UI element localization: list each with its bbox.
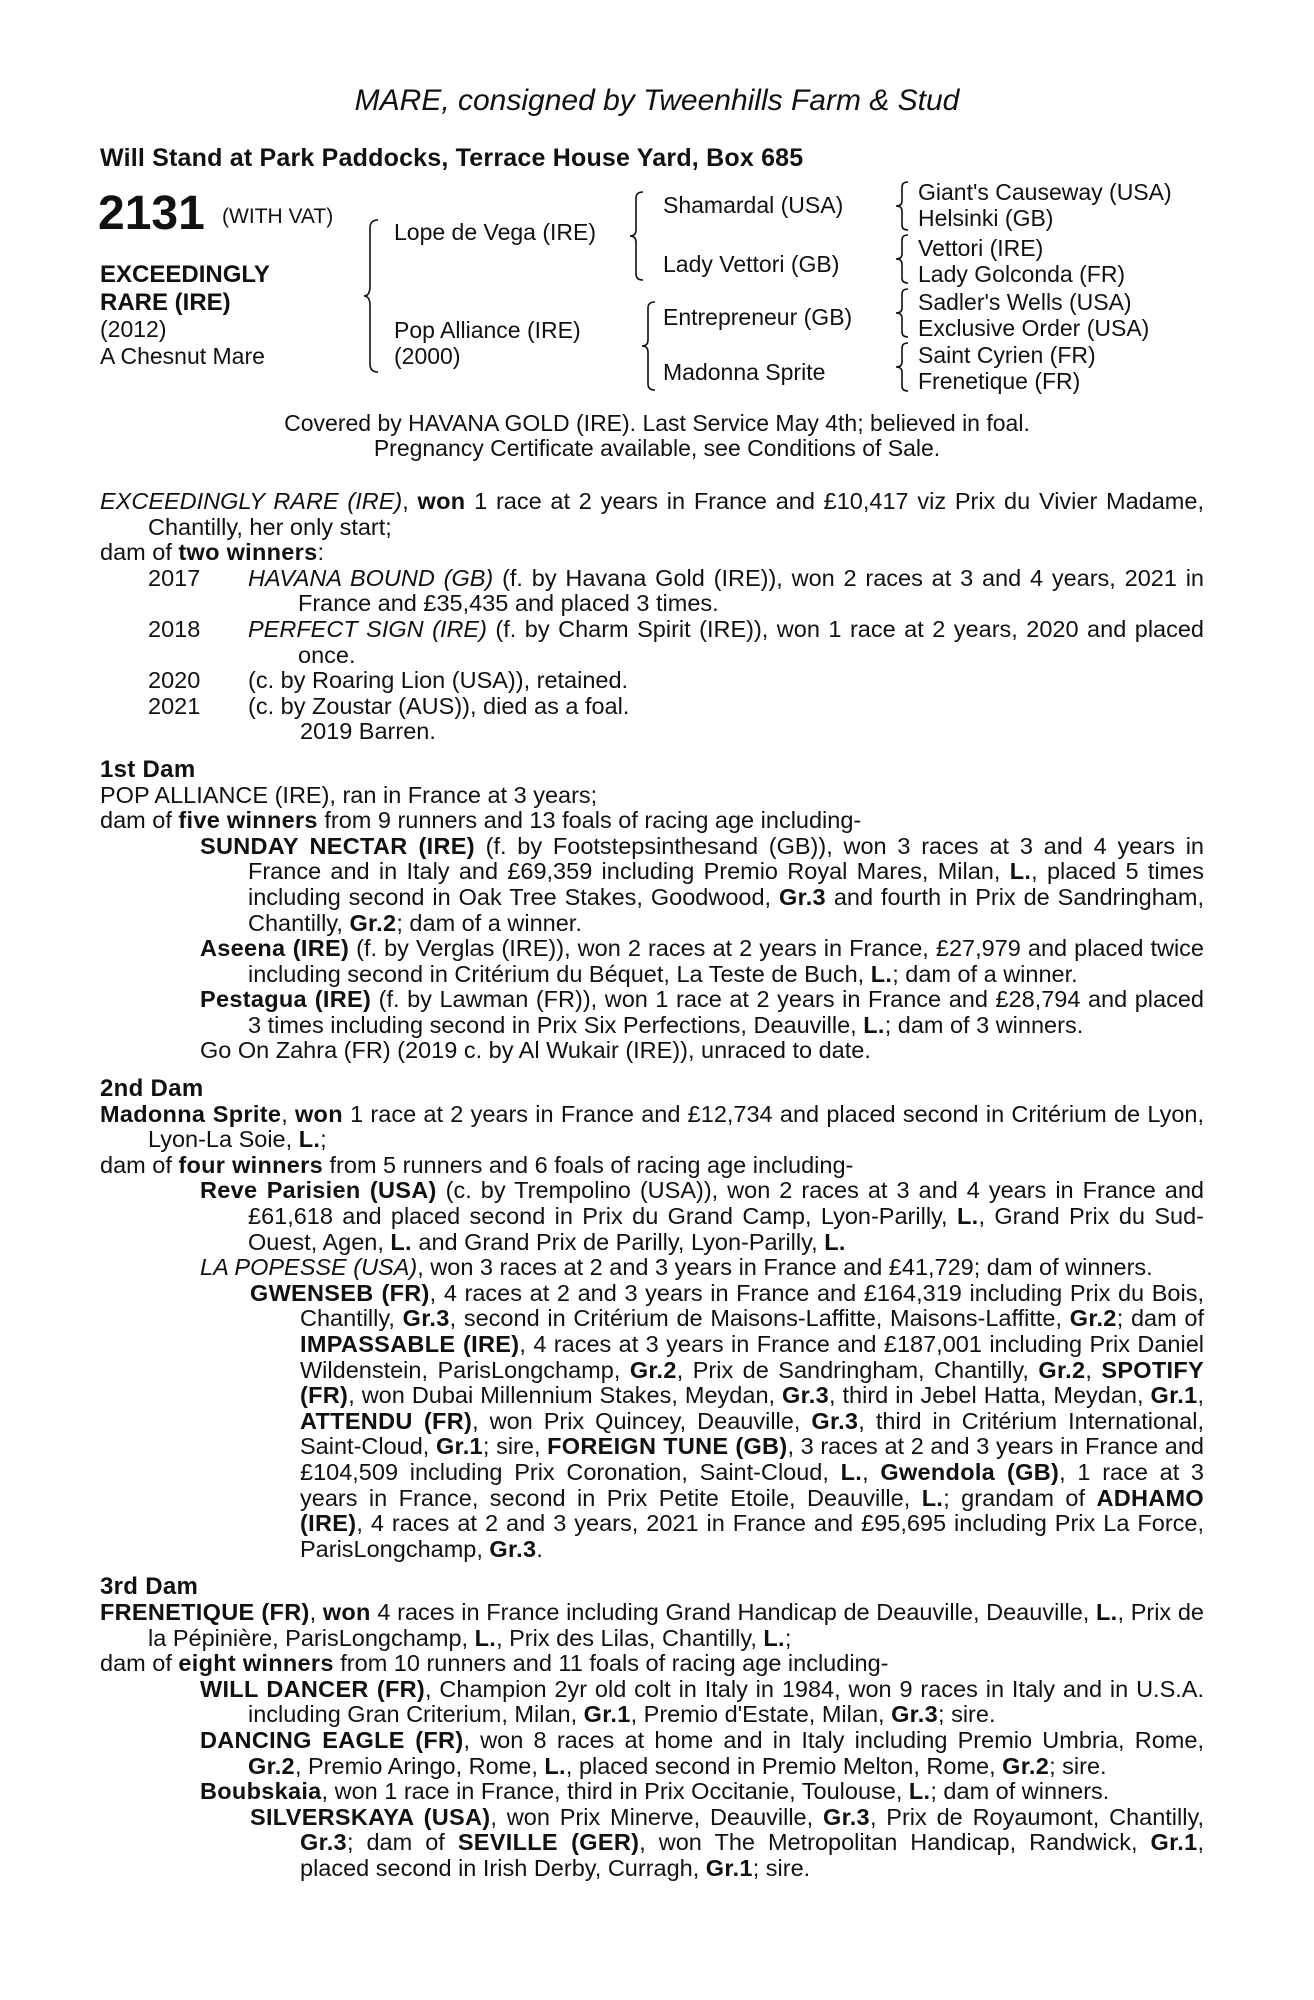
second-dam-heading: 2nd Dam xyxy=(100,1075,204,1103)
vat-note: (WITH VAT) xyxy=(222,205,334,228)
covered-line2: Pregnancy Certificate available, see Conditions of Sale. xyxy=(373,435,941,461)
dam-of-label: dam of xyxy=(100,807,179,834)
entry-text: , third in Critérium International, Saint-Cloud, xyxy=(300,1407,1204,1460)
entry-text: ; dam of a winner. xyxy=(396,909,582,936)
entry-text: ; sire. xyxy=(752,1854,811,1881)
produce-text: (c. by Roaring Lion (USA)), retained. xyxy=(248,667,629,694)
group-mark: Gr.2 xyxy=(629,1356,677,1383)
entry-text: , placed second in Irish Derby, Curragh, xyxy=(300,1829,1204,1881)
entry-text: , xyxy=(1085,1356,1102,1383)
entry-text: , won The Metropolitan Handicap, Randwick, xyxy=(639,1829,1151,1856)
pedigree-dam: Pop Alliance (IRE) xyxy=(394,317,581,343)
third-dam-entry xyxy=(100,1728,1204,1779)
produce-text: (c. by Zoustar (AUS)), died as a foal. xyxy=(248,692,630,719)
group-mark: Gr.1 xyxy=(705,1854,753,1881)
produce-desc: (f. by Charm Spirit (IRE)), won 1 race at 2 years, 2020 and placed once. xyxy=(298,615,1204,668)
produce-colon: : xyxy=(317,539,324,566)
dam-of-label: dam of xyxy=(100,1650,179,1677)
catalogue-body xyxy=(100,489,1204,1881)
listed-mark: L. xyxy=(908,1778,931,1805)
entry-text: , xyxy=(862,1458,881,1485)
group-mark: Gr.1 xyxy=(435,1433,483,1460)
entry-text: ; dam of 3 winners. xyxy=(884,1011,1084,1038)
entry-text: , 4 races at 2 and 3 years, 2021 in France and £95,695 including Prix La Force, ParisLongchamp, xyxy=(300,1510,1204,1562)
entry-text: , Grand Prix du Sud-Ouest, Agen, xyxy=(248,1203,1204,1255)
listed-mark: L. xyxy=(474,1624,497,1651)
racing-record: EXCEEDINGLY RARE (IRE), won 1 race at 2 years in France and £10,417 viz Prix du Vivier Madame, Chantilly, her only start; xyxy=(100,488,1204,540)
barren-note: 2019 Barren. xyxy=(300,718,436,745)
covered-note xyxy=(0,411,1314,461)
entry-text: . xyxy=(536,1535,543,1562)
entry-text: , third in Jebel Hatta, Meydan, xyxy=(828,1382,1151,1409)
winners-count: eight winners xyxy=(178,1650,334,1677)
group-mark: Gr.1 xyxy=(1150,1382,1198,1409)
entry-text: (f. by Footstepsinthesand (GB)), won 3 races at 3 and 4 years in France and in Italy and £69,359 including Premio Royal Mares, Milan, xyxy=(248,832,1205,885)
pedigree-ddd: Frenetique (FR) xyxy=(918,368,1081,394)
listed-mark: L. xyxy=(544,1752,566,1779)
entry-text: , 3 races at 2 and 3 years in France and £104,509 including Prix Coronation, Saint-Cloud, xyxy=(300,1433,1205,1485)
record-text: 1 race at 2 years in France and £10,417 viz Prix du Vivier Madame, Chantilly, her only start; xyxy=(148,488,1204,540)
entry-text: , won Prix Minerve, Deauville, xyxy=(490,1803,823,1830)
entry-text: ; sire. xyxy=(1049,1752,1107,1779)
lot-number: 2131 xyxy=(98,187,205,240)
winners-count: four winners xyxy=(178,1151,323,1178)
entry-text: , 1 race at 3 years in France, second in Prix Petite Etoile, Deauville, xyxy=(300,1458,1204,1511)
third-dam-grandchild xyxy=(100,1805,1204,1882)
group-mark: Gr.3 xyxy=(300,1829,347,1856)
entry-name: SUNDAY NECTAR (IRE) xyxy=(200,832,475,859)
third-dam-produce xyxy=(100,1651,1204,1677)
produce-text xyxy=(248,566,1204,617)
entry-text: (c. by Trempolino (USA)), won 2 races at 3 and 4 years in France and £61,618 and placed second in Prix du Grand Camp, Lyon-Parilly, xyxy=(248,1177,1204,1230)
runners-text: from 10 runners and 11 foals of racing age including- xyxy=(333,1650,889,1677)
pedigree-ssd: Helsinki (GB) xyxy=(918,205,1054,231)
entry-text: , Champion 2yr old colt in Italy in 1984, won 9 races in Italy and in U.S.A. including Gran Criterium, Milan, xyxy=(248,1675,1204,1728)
group-mark: Gr.2 xyxy=(1038,1356,1086,1383)
pedigree-brace-ss xyxy=(893,180,911,232)
horse-name xyxy=(100,261,270,317)
listed-mark: L. xyxy=(921,1484,944,1511)
listed-mark: L. xyxy=(390,1228,412,1255)
first-dam-heading: 1st Dam xyxy=(100,755,196,783)
first-dam-produce xyxy=(100,808,1204,834)
horse-description: A Chesnut Mare xyxy=(100,343,265,369)
dam-text: , Prix de la Pépinière, ParisLongchamp, xyxy=(148,1598,1204,1651)
second-dam-grandchild xyxy=(100,1281,1204,1563)
pedigree-sire-sire: Shamardal (USA) xyxy=(663,192,844,218)
entry-text: (f. by Lawman (FR)), won 1 race at 2 years in France and £28,794 and placed 3 times including second in Prix Six Perfections, Deauville, xyxy=(248,986,1204,1038)
entry-name: SPOTIFY (FR) xyxy=(300,1356,1204,1409)
pedigree-dam-sire: Entrepreneur (GB) xyxy=(663,304,853,330)
group-mark: Gr.2 xyxy=(248,1752,295,1779)
produce-year: 2021 xyxy=(148,692,201,719)
pedigree-brace-main xyxy=(362,218,382,374)
entry-text: ; grandam of xyxy=(943,1484,1097,1511)
dam-won: won xyxy=(294,1100,343,1127)
listed-mark: L. xyxy=(298,1126,321,1153)
first-dam-entry: Go On Zahra (FR) (2019 c. by Al Wukair (IRE)), unraced to date. xyxy=(200,1037,871,1064)
entry-name: IMPASSABLE (IRE) xyxy=(300,1331,520,1357)
group-mark: Gr.2 xyxy=(1002,1752,1050,1779)
dam-text: ; xyxy=(320,1126,327,1153)
produce-intro xyxy=(100,540,1204,566)
second-dam-produce xyxy=(100,1153,1204,1179)
entry-text: , placed second in Premio Melton, Rome, xyxy=(565,1752,1003,1779)
entry-name: DANCING EAGLE (FR) xyxy=(200,1726,464,1753)
first-dam-entry xyxy=(100,936,1204,987)
stand-location: Will Stand at Park Paddocks, Terrace House Yard, Box 685 xyxy=(100,144,804,172)
entry-text: and fourth in Prix de Sandringham, Chantilly, xyxy=(248,883,1204,936)
pedigree-dds: Saint Cyrien (FR) xyxy=(918,342,1096,368)
listed-mark: L. xyxy=(956,1203,979,1230)
first-dam-entry xyxy=(100,834,1204,936)
listed-mark: L. xyxy=(870,960,893,987)
page-title: MARE, consigned by Tweenhills Farm & Stud xyxy=(354,84,960,117)
third-dam-entry xyxy=(100,1779,1204,1805)
horse-name-line2: RARE (IRE) xyxy=(100,289,231,316)
entry-text: ; dam of winners. xyxy=(930,1778,1110,1805)
first-dam-line: POP ALLIANCE (IRE), ran in France at 3 years; xyxy=(100,781,598,808)
horse-year: (2012) xyxy=(100,316,167,342)
entry-name: Reve Parisien (USA) xyxy=(200,1177,437,1204)
third-dam-heading: 3rd Dam xyxy=(100,1573,199,1601)
entry-name: ATTENDU (FR) xyxy=(300,1407,473,1434)
dam-text: 4 races in France including Grand Handicap de Deauville, Deauville, xyxy=(370,1598,1097,1625)
third-dam-entry xyxy=(100,1677,1204,1728)
entry-text: , Prix de Royaumont, Chantilly, xyxy=(869,1803,1205,1830)
entry-text: , won 1 race in France, third in Prix Occitanie, Toulouse, xyxy=(321,1778,909,1805)
listed-mark: L. xyxy=(763,1624,785,1651)
pedigree-sds: Vettori (IRE) xyxy=(918,235,1044,261)
entry-text: ; dam of a winner. xyxy=(892,960,1078,987)
entry-name: WILL DANCER (FR) xyxy=(200,1675,426,1702)
produce-row xyxy=(100,668,1204,694)
entry-text: , 4 races at 3 years in France and £187,001 including Prix Daniel Wildenstein, ParisLongchamp, xyxy=(300,1331,1205,1383)
record-horse-name: EXCEEDINGLY RARE (IRE) xyxy=(100,488,403,514)
listed-mark: L. xyxy=(1009,858,1032,885)
entry-text: ; dam of xyxy=(346,1829,458,1856)
entry-name: Aseena (IRE) xyxy=(200,935,350,962)
entry-name: Gwendola (GB) xyxy=(880,1458,1060,1485)
group-mark: Gr.2 xyxy=(349,909,397,936)
produce-row xyxy=(100,694,1204,720)
pedigree-sire-dam: Lady Vettori (GB) xyxy=(663,251,840,277)
pedigree-brace-dam xyxy=(640,300,658,392)
entry-text: , second in Critérium de Maisons-Laffitte, Maisons-Laffitte, xyxy=(449,1305,1070,1332)
produce-year: 2017 xyxy=(148,564,201,591)
record-won: won xyxy=(417,488,466,514)
produce-desc: (f. by Havana Gold (IRE)), won 2 races at 3 and 4 years, 2021 in France and £35,435 and placed 3 times. xyxy=(298,564,1204,617)
entry-text: , xyxy=(1197,1382,1204,1409)
produce-dam-of: dam of xyxy=(100,539,179,566)
entry-name: SEVILLE (GER) xyxy=(457,1829,640,1856)
dam-of-label: dam of xyxy=(100,1151,179,1178)
first-dam-entry xyxy=(100,987,1204,1038)
entry-name: Pestagua (IRE) xyxy=(200,986,372,1013)
produce-year: 2018 xyxy=(148,615,201,642)
runners-text: from 5 runners and 6 foals of racing age including- xyxy=(323,1151,854,1178)
entry-text: , won 3 races at 2 and 3 years in France and £41,729; dam of winners. xyxy=(417,1254,1153,1281)
entry-text: ; dam of xyxy=(1116,1305,1205,1332)
entry-text: , Prix de Sandringham, Chantilly, xyxy=(676,1356,1039,1383)
group-mark: Gr.3 xyxy=(402,1305,450,1332)
group-mark: Gr.1 xyxy=(1150,1829,1198,1856)
pedigree-brace-sire xyxy=(628,190,646,282)
listed-mark: L. xyxy=(863,1011,885,1038)
entry-name: ADHAMO (IRE) xyxy=(300,1484,1204,1537)
listed-mark: L. xyxy=(824,1228,846,1255)
listed-mark: L. xyxy=(840,1458,863,1485)
produce-name: HAVANA BOUND (GB) xyxy=(248,564,494,591)
produce-name: PERFECT SIGN (IRE) xyxy=(248,615,487,642)
entry-text: , won Dubai Millennium Stakes, Meydan, xyxy=(348,1382,783,1409)
third-dam-line: FRENETIQUE (FR), won 4 races in France including Grand Handicap de Deauville, Deauville, L., Prix de la Pépinière, ParisLongchamp, L., Prix des Lilas, Chantilly, L.; xyxy=(100,1598,1204,1651)
dam-won: won xyxy=(322,1598,371,1625)
listed-mark: L. xyxy=(1096,1598,1118,1625)
entry-text: , 4 races at 2 and 3 years in France and £164,319 including Prix du Bois, Chantilly, xyxy=(300,1279,1205,1332)
pedigree-dam-year: (2000) xyxy=(394,343,461,369)
entry-name: SILVERSKAYA (USA) xyxy=(250,1803,491,1830)
winners-count: five winners xyxy=(178,807,318,834)
pedigree-brace-ds xyxy=(893,287,911,339)
produce-row xyxy=(100,617,1204,668)
second-dam-line: Madonna Sprite, won 1 race at 2 years in France and £12,734 and placed second in Critérium de Lyon, Lyon-La Soie, L.; xyxy=(100,1100,1204,1153)
second-dam-entry xyxy=(100,1255,1204,1281)
dam-text: ; xyxy=(784,1624,792,1651)
group-mark: Gr.3 xyxy=(891,1701,939,1728)
pedigree-dss: Sadler's Wells (USA) xyxy=(918,289,1132,315)
pedigree-sire: Lope de Vega (IRE) xyxy=(394,219,597,245)
produce-text xyxy=(248,617,1204,668)
group-mark: Gr.1 xyxy=(583,1701,631,1728)
entry-name: GWENSEB (FR) xyxy=(250,1279,430,1306)
entry-text: ; sire. xyxy=(938,1701,996,1728)
entry-text: , Premio Aringo, Rome, xyxy=(294,1752,545,1779)
dam-text: 1 race at 2 years in France and £12,734 and placed second in Critérium de Lyon, Lyon-La Soie, xyxy=(148,1100,1204,1153)
second-dam-entry xyxy=(100,1178,1204,1255)
entry-text: and Grand Prix de Parilly, Lyon-Parilly, xyxy=(411,1228,825,1255)
entry-text: , Premio d'Estate, Milan, xyxy=(630,1701,892,1728)
entry-text: , won Prix Quincey, Deauville, xyxy=(472,1407,812,1434)
entry-text: , won 8 races at home and in Italy including Premio Umbria, Rome, xyxy=(463,1726,1204,1753)
pedigree-brace-dd xyxy=(893,341,911,393)
entry-name: Boubskaia xyxy=(200,1778,322,1805)
group-mark: Gr.3 xyxy=(811,1407,859,1434)
group-mark: Gr.3 xyxy=(489,1535,537,1562)
dam-name: Madonna Sprite xyxy=(100,1100,282,1127)
entry-name: FOREIGN TUNE (GB) xyxy=(547,1433,788,1460)
runners-text: from 9 runners and 13 foals of racing age including- xyxy=(317,807,862,834)
entry-text: (f. by Verglas (IRE)), won 2 races at 2 years in France, £27,979 and placed twice including second in Critérium du Béquet, La Teste de Buch, xyxy=(248,935,1204,987)
dam-name: FRENETIQUE (FR) xyxy=(100,1598,310,1625)
pedigree-dam-dam: Madonna Sprite xyxy=(663,359,826,385)
pedigree-sss: Giant's Causeway (USA) xyxy=(918,179,1172,205)
produce-winners: two winners xyxy=(178,539,318,566)
pedigree-brace-sd xyxy=(893,233,911,285)
pedigree-sdd: Lady Golconda (FR) xyxy=(918,261,1126,287)
group-mark: Gr.3 xyxy=(823,1803,870,1830)
entry-text: , placed 5 times including second in Oak Tree Stakes, Goodwood, xyxy=(248,858,1204,910)
covered-line1: Covered by HAVANA GOLD (IRE). Last Service May 4th; believed in foal. xyxy=(284,410,1030,436)
horse-name-line1: EXCEEDINGLY xyxy=(100,261,270,288)
group-mark: Gr.3 xyxy=(782,1382,829,1409)
horse-details xyxy=(100,316,265,370)
entry-name: LA POPESSE (USA) xyxy=(200,1254,418,1281)
produce-row xyxy=(100,566,1204,617)
pedigree-dsd: Exclusive Order (USA) xyxy=(918,315,1150,341)
entry-text: ; sire, xyxy=(482,1433,548,1460)
dam-text: , Prix des Lilas, Chantilly, xyxy=(496,1624,764,1651)
group-mark: Gr.2 xyxy=(1069,1305,1117,1332)
produce-year: 2020 xyxy=(148,667,201,694)
group-mark: Gr.3 xyxy=(778,883,826,910)
